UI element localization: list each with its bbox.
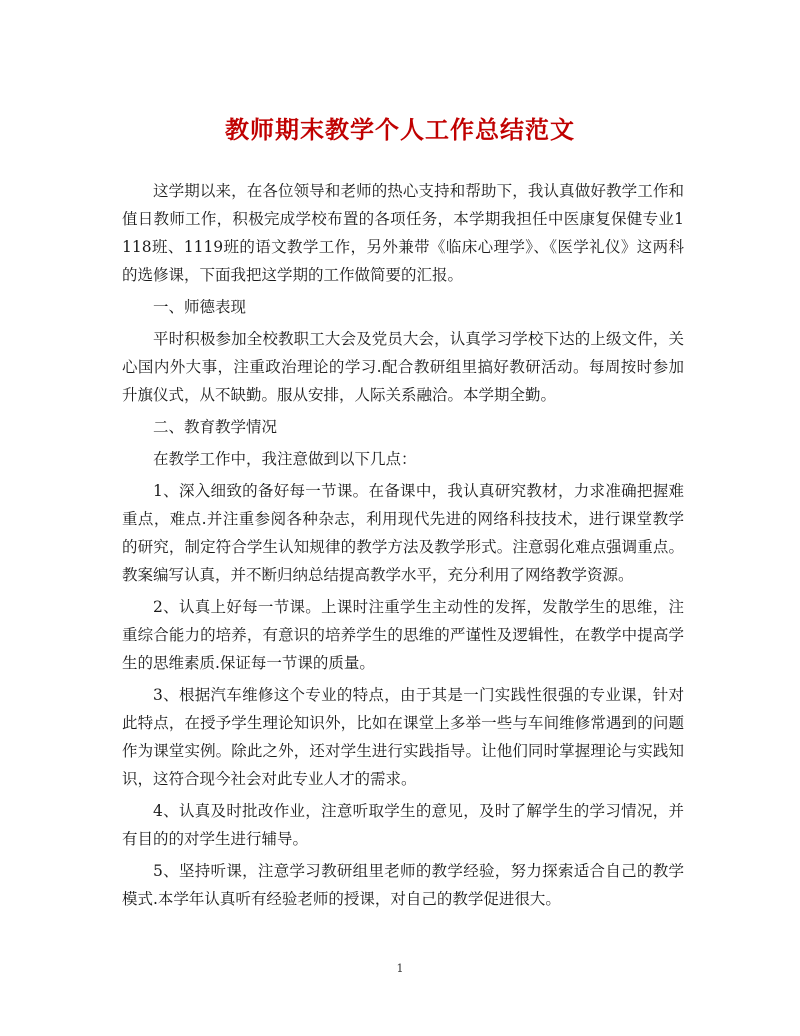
section-heading-teaching: 二、教育教学情况 [153, 418, 278, 436]
paragraph-item-2: 2、认真上好每一节课。上课时注重学生主动性的发挥，发散学生的思维，注重综合能力的培养，有意识的培养学生的思维的严谨性及逻辑性，在教学中提高学生的思维素质.保证每一节课的质量。 [122, 598, 684, 672]
document-title: 教师期末教学个人工作总结范文 [225, 115, 575, 144]
paragraph-item-5: 5、坚持听课，注意学习教研组里老师的教学经验，努力探索适合自己的教学模式.本学年认真听有经验老师的授课，对自己的教学促进很大。 [122, 862, 684, 908]
paragraph-item-3: 3、根据汽车维修这个专业的特点，由于其是一门实践性很强的专业课，针对此特点，在授予学生理论知识外，比如在课堂上多举一些与车间维修常遇到的问题作为课堂实例。除此之外，还对学生进行实践指导。让他们同时掌握理论与实践知识，这符合现今社会对此专业人才的需求。 [122, 686, 684, 788]
paragraph-teaching-intro: 在教学工作中，我注意做到以下几点： [153, 450, 417, 468]
section-heading-ethics: 一、师德表现 [153, 298, 247, 316]
paragraph-item-1: 1、深入细致的备好每一节课。在备课中，我认真研究教材，力求准确把握难重点，难点.并注重参阅各种杂志，利用现代先进的网络科技技术，进行课堂教学的研究，制定符合学生认知规律的教学方法及教学形式。注意弱化难点强调重点。教案编写认真，并不断归纳总结提高教学水平，充分利用了网络教学资源。 [122, 482, 684, 584]
paragraph-intro: 这学期以来，在各位领导和老师的热心支持和帮助下，我认真做好教学工作和值日教师工作，积极完成学校布置的各项任务，本学期我担任中医康复保健专业1118班、1119班的语文教学工作，另外兼带《临床心理学》、《医学礼仪》这两科的选修课，下面我把这学期的工作做简要的汇报。 [122, 182, 684, 284]
paragraph-ethics: 平时积极参加全校教职工大会及党员大会，认真学习学校下达的上级文件，关心国内外大事，注重政治理论的学习.配合教研组里搞好教研活动。每周按时参加升旗仪式，从不缺勤。服从安排，人际关系融洽。本学期全勤。 [122, 330, 684, 404]
document-body [122, 177, 684, 913]
page-number: 1 [396, 962, 404, 975]
paragraph-item-4: 4、认真及时批改作业，注意听取学生的意见，及时了解学生的学习情况，并有目的的对学生进行辅导。 [122, 802, 684, 848]
